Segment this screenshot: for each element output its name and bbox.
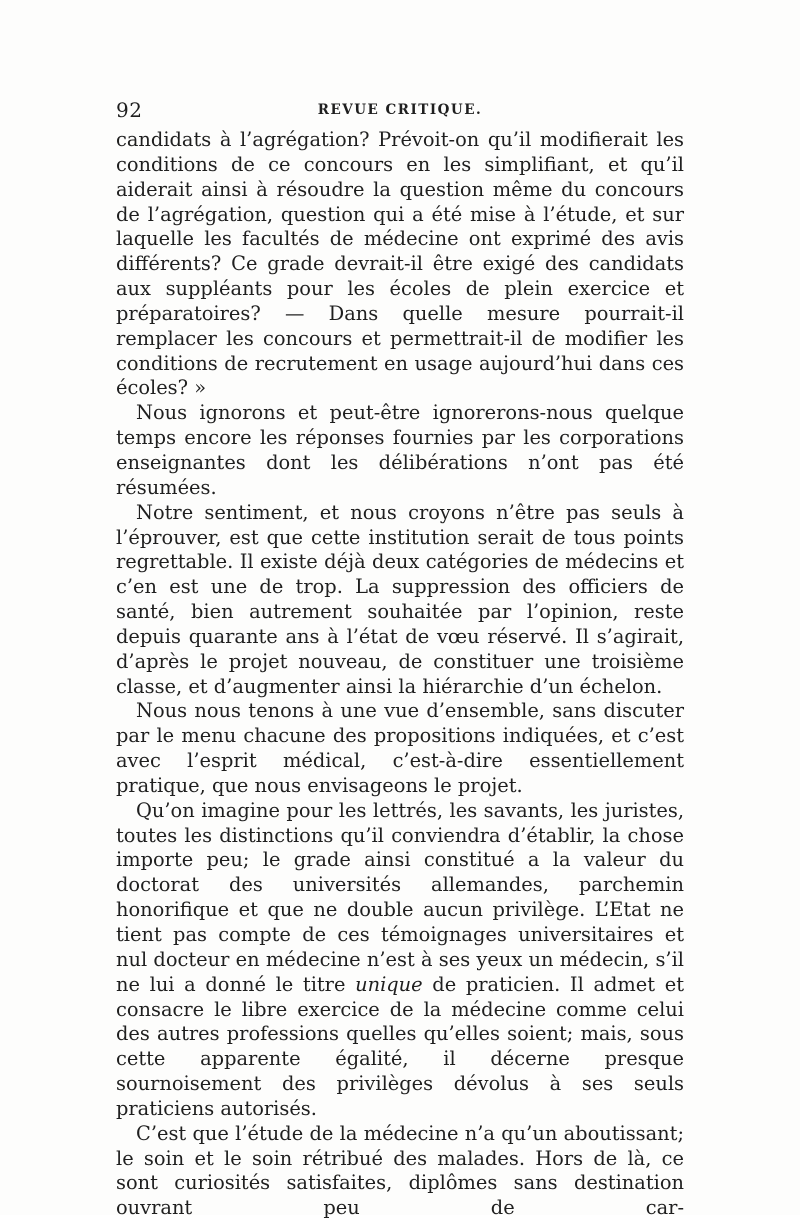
paragraph: Nous nous tenons à une vue d’ensemble, sans discuter par le menu chacune des propositions indiquées, et c’est avec l’esprit médical, c’est-à-dire essentiellement pratique, que nous envisageons le projet. — [116, 699, 684, 797]
emphasized-word: unique — [355, 972, 423, 996]
paragraph: Nous ignorons et peut-être ignorerons-nous quelque temps encore les réponses fournies par les corporations enseignantes dont les délibérations n’ont pas été résumées. — [116, 401, 684, 499]
body-text — [116, 128, 684, 1221]
paragraph: Notre sentiment, et nous croyons n’être pas seuls à l’éprouver, est que cette institution serait de tous points regrettable. Il existe déjà deux catégories de médecins et c’en est une de trop. La suppression des officiers de santé, bien autrement souhaitée par l’opinion, reste depuis quarante ans à l’état de vœu réservé. Il s’agirait, d’après le projet nouveau, de constituer une troisième classe, et d’augmenter ainsi la hiérarchie d’un échelon. — [116, 500, 684, 698]
page-number: 92 — [116, 98, 143, 122]
paragraph — [116, 799, 684, 1122]
paragraph-continued: candidats à l’agrégation? Prévoit-on qu’il modifierait les conditions de ce concours en les simplifiant, et qu’il aiderait ainsi à résoudre la question même du concours de l’agrégation, question qui a été mise à l’étude, et sur laquelle les facultés de médecine ont exprimé des avis différents? Ce grade devrait-il être exigé des candidats aux suppléants pour les écoles de plein exercice et préparatoires? — Dans quelle mesure pourrait-il remplacer les concours et permettrait-il de modifier les conditions de recrutement en usage aujourd’hui dans ces écoles? » — [116, 128, 684, 400]
paragraph-text: Qu’on imagine pour les lettrés, les savants, les juristes, toutes les distinctions qu’il conviendra d’établir, la chose importe peu; le grade ainsi constitué a la valeur du doctorat des universités allemandes, parchemin honorifique et que ne double aucun privilège. L’Etat ne tient pas compte de ces témoignages universitaires et nul docteur en médecine n’est à ses yeux un médecin, s’il ne lui a donné le titre — [116, 798, 684, 996]
running-title: REVUE CRITIQUE. — [317, 102, 483, 118]
paragraph-continues: C’est que l’étude de la médecine n’a qu’un aboutissant; le soin et le soin rétribué des malades. Hors de là, ce sont curiosités satisfaites, diplômes sans destination ouvrant peu de car- — [116, 1121, 684, 1220]
page-header — [116, 98, 684, 122]
paragraph-text: de praticien. Il admet et consacre le libre exercice de la médecine comme celui des autres professions quelles qu’elles soient; mais, sous cette apparente égalité, il décerne presque sournoisement des privilèges dévolus à ses seuls praticiens autorisés. — [116, 972, 684, 1120]
